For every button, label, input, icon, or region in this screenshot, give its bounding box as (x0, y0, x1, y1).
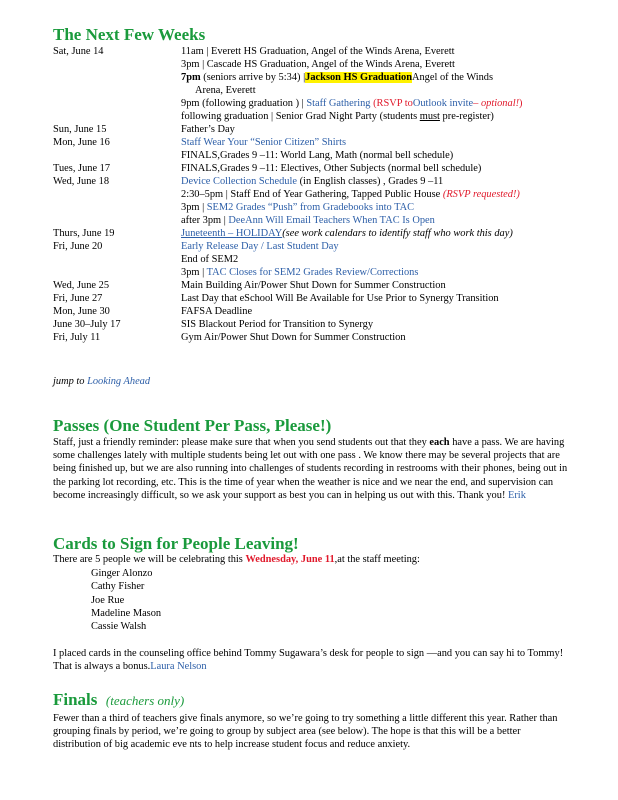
schedule-row (53, 188, 613, 201)
early-release-link[interactable]: Early Release Day / Last Student Day (181, 241, 339, 252)
schedule-event: Arena, Everett (195, 85, 256, 96)
sem2-grades-push-link[interactable]: SEM2 Grades “Push” from Gradebooks into TAC (204, 202, 415, 213)
schedule-event (181, 188, 520, 201)
schedule-row (53, 240, 613, 253)
cards-heading: Cards to Sign for People Leaving! (53, 534, 299, 553)
schedule-row (53, 123, 613, 136)
passes-text: Staff, just a friendly reminder: please make sure that when you send students out that they (53, 437, 430, 448)
event-arrive-note: (seniors arrive by 5:34) | (200, 72, 306, 83)
schedule-row (53, 331, 613, 344)
schedule-row (53, 110, 613, 123)
schedule-date: Mon, June 30 (53, 306, 110, 317)
outlook-invite-link[interactable]: Outlook invite (412, 98, 474, 109)
schedule-event (181, 266, 418, 279)
finals-heading (53, 690, 184, 711)
schedule-event: End of SEM2 (181, 254, 239, 265)
list-item: Ginger Alonzo (91, 568, 153, 579)
device-collection-link[interactable]: Device Collection Schedule (181, 176, 297, 187)
looking-ahead-link[interactable]: Looking Ahead (87, 376, 151, 387)
schedule-event: 3pm | Cascade HS Graduation, Angel of the Winds Arena, Everett (181, 59, 455, 70)
schedule-row (53, 45, 613, 58)
schedule-event: Last Day that eSchool Will Be Available for Use Prior to Synergy Transition (181, 293, 499, 304)
cards-note-text: I placed cards in the counseling office behind Tommy Sugawara’s desk for people to sign —and you can say hi to Tommy! That is always a bonus. (53, 648, 564, 673)
schedule-row (53, 175, 613, 188)
schedule-row (53, 253, 613, 266)
schedule-event: Gym Air/Power Shut Down for Summer Construction (181, 332, 406, 343)
schedule-row (53, 97, 613, 110)
schedule-date: Tues, June 17 (53, 163, 111, 174)
schedule-row (53, 84, 613, 97)
jump-text: jump to (53, 376, 88, 387)
schedule-date: Fri, June 27 (53, 293, 103, 304)
cards-intro (53, 553, 568, 566)
schedule-date: Thurs, June 19 (53, 228, 115, 239)
cards-note (53, 647, 568, 673)
cards-intro-text: ,at the staff meeting: (334, 554, 420, 565)
schedule-event (181, 227, 513, 240)
schedule-row (53, 318, 613, 331)
event-text: (in English classes) , Grades 9 –11 (297, 176, 444, 187)
schedule-event: FAFSA Deadline (181, 306, 253, 317)
event-text: 3pm | (181, 267, 205, 278)
schedule-row (53, 227, 613, 240)
tac-closes-link[interactable]: TAC Closes for SEM2 Grades Review/Corrections (204, 267, 419, 278)
schedule-event: Main Building Air/Power Shut Down for Summer Construction (181, 280, 446, 291)
schedule-row (53, 71, 613, 84)
schedule-row (53, 162, 613, 175)
list-item: Cathy Fisher (91, 581, 145, 593)
event-text: 3pm | (181, 202, 205, 213)
event-text: ) (519, 98, 523, 109)
schedule-date: Mon, June 16 (53, 137, 110, 148)
optional-note: – optional! (473, 98, 520, 109)
list-item: Joe Rue (91, 594, 125, 606)
schedule-event (181, 110, 494, 123)
list-item: Cassie Walsh (91, 621, 147, 633)
schedule-date: Sun, June 15 (53, 124, 107, 135)
finals-subtitle: (teachers only) (105, 693, 185, 708)
each-bold: each (429, 437, 450, 448)
senior-citizen-shirts-link[interactable]: Staff Wear Your “Senior Citizen” Shirts (181, 137, 347, 148)
schedule-row (53, 292, 613, 305)
schedule-event: FINALS,Grades 9 –11: World Lang, Math (normal bell schedule) (181, 150, 454, 161)
passes-heading: Passes (One Student Per Pass, Please!) (53, 416, 332, 435)
list-item: Madeline Mason (91, 607, 162, 619)
schedule-event: 11am | Everett HS Graduation, Angel of the Winds Arena, Everett (181, 46, 455, 57)
erik-signature-link[interactable]: Erik (508, 489, 526, 501)
rsvp-note: (RSVP to (370, 98, 413, 109)
schedule-row (53, 214, 613, 227)
must-underlined: must (419, 111, 440, 122)
schedule-date: Sat, June 14 (53, 46, 104, 57)
schedule-event (181, 201, 414, 214)
schedule-event (181, 175, 443, 188)
schedule-event: Father’s Day (181, 124, 235, 135)
event-text: 9pm (following graduation ) | (181, 98, 304, 109)
schedule-row (53, 136, 613, 149)
event-text: pre-register) (439, 111, 494, 122)
schedule-event (181, 71, 493, 84)
schedule-date: Wed, June 25 (53, 280, 110, 291)
schedule-event (181, 97, 523, 110)
schedule-date: Fri, June 20 (53, 241, 103, 252)
event-location: Angel of the Winds (411, 72, 494, 83)
schedule-row (53, 279, 613, 292)
schedule-row (53, 149, 613, 162)
jackson-graduation-highlight: Jackson HS Graduation (305, 72, 412, 83)
schedule-date: Fri, July 11 (53, 332, 101, 343)
laura-nelson-signature-link[interactable]: Laura Nelson (150, 661, 207, 673)
passes-text: have a pass. We are having some challenges lately with multiple students being let out with one pass . We know there may be several projects that are being finished up, but we are also running into challenges of students recording in restrooms with their phones, being out in the parking lot recording, etc. This is the time of year when the weather is nice and we near the end, and supervision can become increasingly difficult, so we ask your support as best you can in helping us out with this. Thank you! (53, 437, 568, 501)
rsvp-requested-note: (RSVP requested!) (442, 189, 520, 200)
staff-gathering-link[interactable]: Staff Gathering (303, 98, 371, 109)
schedule-date: June 30–July 17 (53, 319, 121, 330)
cards-intro-text: There are 5 people we will be celebrating this (53, 554, 246, 565)
jump-to-line (53, 375, 150, 388)
schedule-row (53, 58, 613, 71)
celebrated-names-list (91, 567, 161, 633)
deeann-email-link[interactable]: DeeAnn Will Email Teachers When TAC Is Open (225, 215, 435, 226)
event-text: 2:30–5pm | Staff End of Year Gathering, Tapped Public House (181, 189, 443, 200)
schedule-event (181, 214, 435, 227)
juneteenth-link[interactable]: Juneteenth – HOLIDAY (181, 228, 283, 239)
finals-paragraph: Fewer than a third of teachers give finals anymore, so we’re going to try something a little different this year. Rather than grouping finals by period, we’re going to group by subject area (see below). The hope is that this will be a better distribution of big academic eve nts to help increase student focus and reduce anxiety. (53, 713, 558, 751)
event-note: (see work calendars to identify staff who work this day) (282, 228, 513, 239)
schedule-date: Wed, June 18 (53, 176, 110, 187)
schedule-table (53, 45, 613, 344)
schedule-event: FINALS,Grades 9 –11: Electives, Other Subjects (normal bell schedule) (181, 163, 482, 174)
passes-paragraph (53, 436, 568, 502)
schedule-event: SIS Blackout Period for Transition to Synergy (181, 319, 374, 330)
next-few-weeks-heading: The Next Few Weeks (53, 25, 206, 44)
event-text: following graduation | Senior Grad Night Party (students (181, 111, 420, 122)
schedule-row (53, 305, 613, 318)
event-time: 7pm (181, 72, 201, 83)
event-text: after 3pm | (181, 215, 226, 226)
meeting-date: Wednesday, June 11 (245, 554, 335, 565)
schedule-row (53, 201, 613, 214)
schedule-row (53, 266, 613, 279)
finals-title: Finals (53, 690, 98, 709)
